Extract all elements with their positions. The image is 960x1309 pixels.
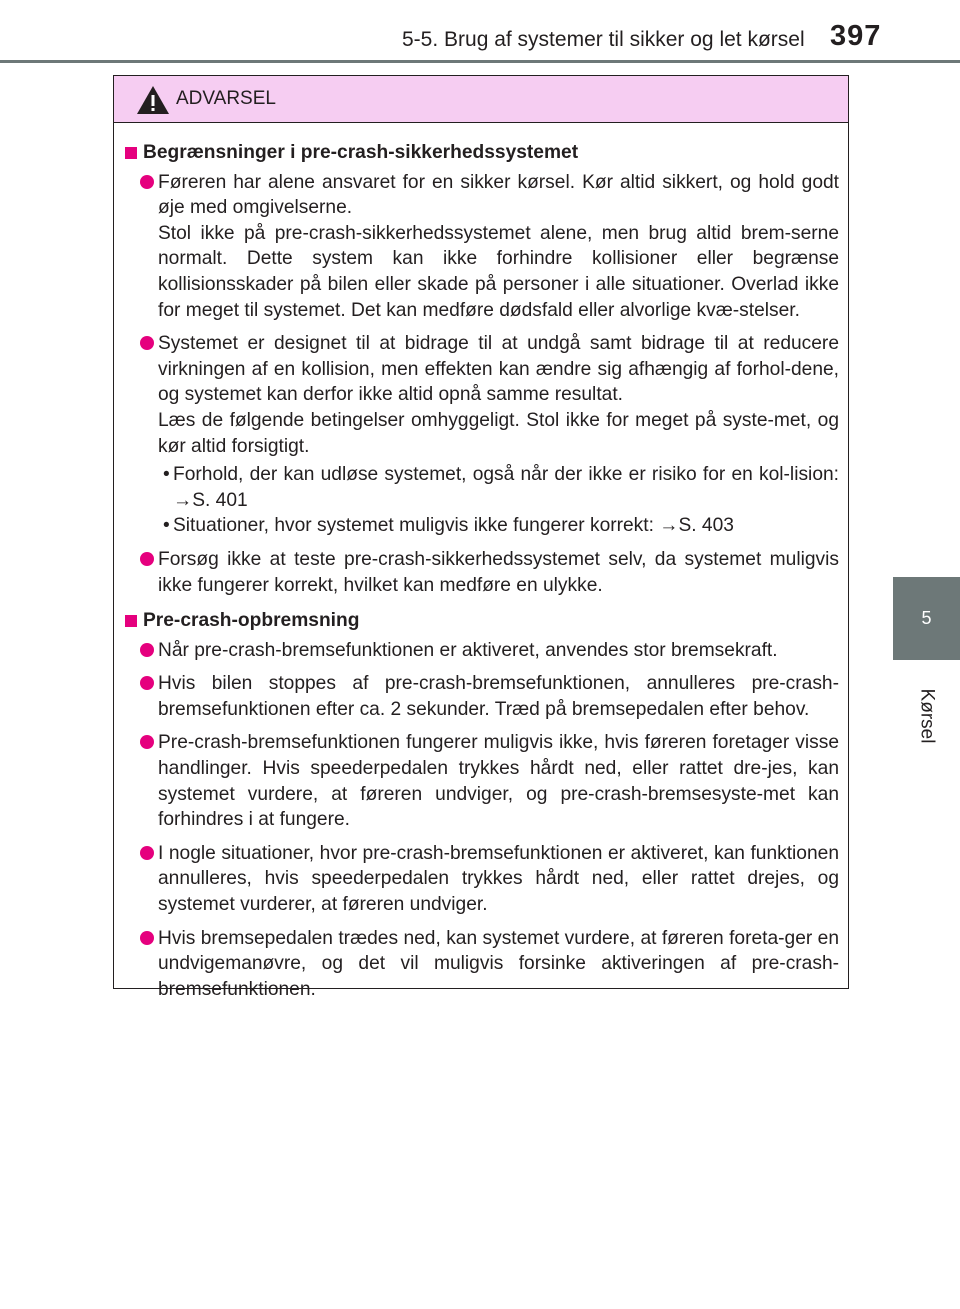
item-paragraph: Hvis bremsepedalen trædes ned, kan systemet vurdere, at føreren foreta-ger en undvigemanøvre, og det vil muligvis forsinke aktiveringen af pre-crash-bremsefunktionen.: [158, 927, 839, 1000]
sub-bullet-text: Situationer, hvor systemet muligvis ikke fungerer korrekt: →S. 403: [173, 515, 734, 537]
item-paragraph: I nogle situationer, hvor pre-crash-bremsefunktionen er aktiveret, kan funktionen annulleres, hvis speederpedalen trykkes hårdt ned, eller rattet drejes, og systemet vurderer, at føreren undviger.: [158, 842, 839, 916]
chapter-number: 5: [921, 608, 932, 628]
round-bullet-icon: [140, 846, 154, 860]
small-bullet-icon: •: [163, 515, 170, 537]
small-bullet-icon: •: [163, 464, 170, 486]
section-title: 5-5. Brug af systemer til sikker og let kørsel: [402, 28, 805, 51]
list-item: [125, 331, 839, 459]
list-item: [125, 547, 839, 598]
warning-content: [114, 123, 848, 1002]
round-bullet-icon: [140, 552, 154, 566]
round-bullet-icon: [140, 931, 154, 945]
item-paragraph: Stol ikke på pre-crash-sikkerhedssystemet alene, men brug altid brem-serne normalt. Dette system kan ikke forhindre kollisioner eller begrænse kollisionsskader på bilen eller skade på personer i alle situationer. Overlad ikke for meget til systemet. Det kan medføre dødsfald eller alvorlige kvæ-stelser.: [158, 222, 839, 321]
section-heading: [125, 140, 839, 166]
item-paragraph: Når pre-crash-bremsefunktionen er aktiveret, anvendes stor bremsekraft.: [158, 639, 778, 661]
item-paragraph: Systemet er designet til at bidrage til at undgå samt bidrage til at reducere virkningen af en kollision, men effekten kan ændre sig afhængig af forhol-dene, og systemet kan derfor ikke altid opnå samme resultat.: [158, 333, 839, 406]
round-bullet-icon: [140, 735, 154, 749]
warning-triangle-icon: [136, 85, 170, 115]
item-paragraph: Føreren har alene ansvaret for en sikker kørsel. Kør altid sikkert, og hold godt øje med omgivelserne.: [158, 171, 839, 219]
chapter-tab: [893, 577, 960, 660]
sub-bullet-item: [125, 513, 839, 539]
item-paragraph: Læs de følgende betingelser omhyggeligt. Stol ikke for meget på syste-met, og kør altid forsigtigt.: [158, 409, 839, 457]
warning-header: [114, 76, 848, 123]
section-heading: [125, 608, 839, 634]
section-heading-text: Begrænsninger i pre-crash-sikkerhedssystemet: [143, 142, 579, 163]
item-paragraph: Pre-crash-bremsefunktionen fungerer muligvis ikke, hvis føreren foretager visse handlinger. Hvis speederpedalen trykkes hårdt ned, eller rattet dre-jes, kan systemet vurdere, at føreren undviger, og pre-crash-bremsesyste-met kan forhindres i at fungere.: [158, 732, 839, 831]
list-item: [125, 730, 839, 832]
round-bullet-icon: [140, 175, 154, 189]
list-item: [125, 671, 839, 722]
square-bullet-icon: [125, 147, 137, 159]
chapter-label: Kørsel: [916, 688, 938, 744]
chapter-label-container: [893, 660, 960, 772]
round-bullet-icon: [140, 336, 154, 350]
square-bullet-icon: [125, 615, 137, 627]
list-item: [125, 926, 839, 1003]
item-paragraph: Forsøg ikke at teste pre-crash-sikkerhedssystemet selv, da systemet muligvis ikke fungerer korrekt, hvilket kan medføre en ulykke.: [158, 548, 839, 596]
warning-title: ADVARSEL: [176, 88, 276, 109]
round-bullet-icon: [140, 676, 154, 690]
section-heading-text: Pre-crash-opbremsning: [143, 610, 360, 632]
list-item: [125, 841, 839, 918]
sub-bullet-list: [125, 462, 839, 539]
list-item: [125, 638, 839, 664]
item-paragraph: Hvis bilen stoppes af pre-crash-bremsefunktionen, annulleres pre-crash-bremsefunktionen efter ca. 2 sekunder. Træd på bremsepedalen efter behov.: [158, 673, 839, 720]
list-item: [125, 170, 839, 324]
round-bullet-icon: [140, 643, 154, 657]
sub-bullet-item: [125, 462, 839, 513]
sub-bullet-text: Forhold, der kan udløse systemet, også når der ikke er risiko for en kol-lision: →S. 401: [173, 464, 839, 511]
header-rule: [0, 60, 960, 63]
page-number: 397: [830, 20, 882, 52]
warning-box: [113, 75, 849, 1000]
